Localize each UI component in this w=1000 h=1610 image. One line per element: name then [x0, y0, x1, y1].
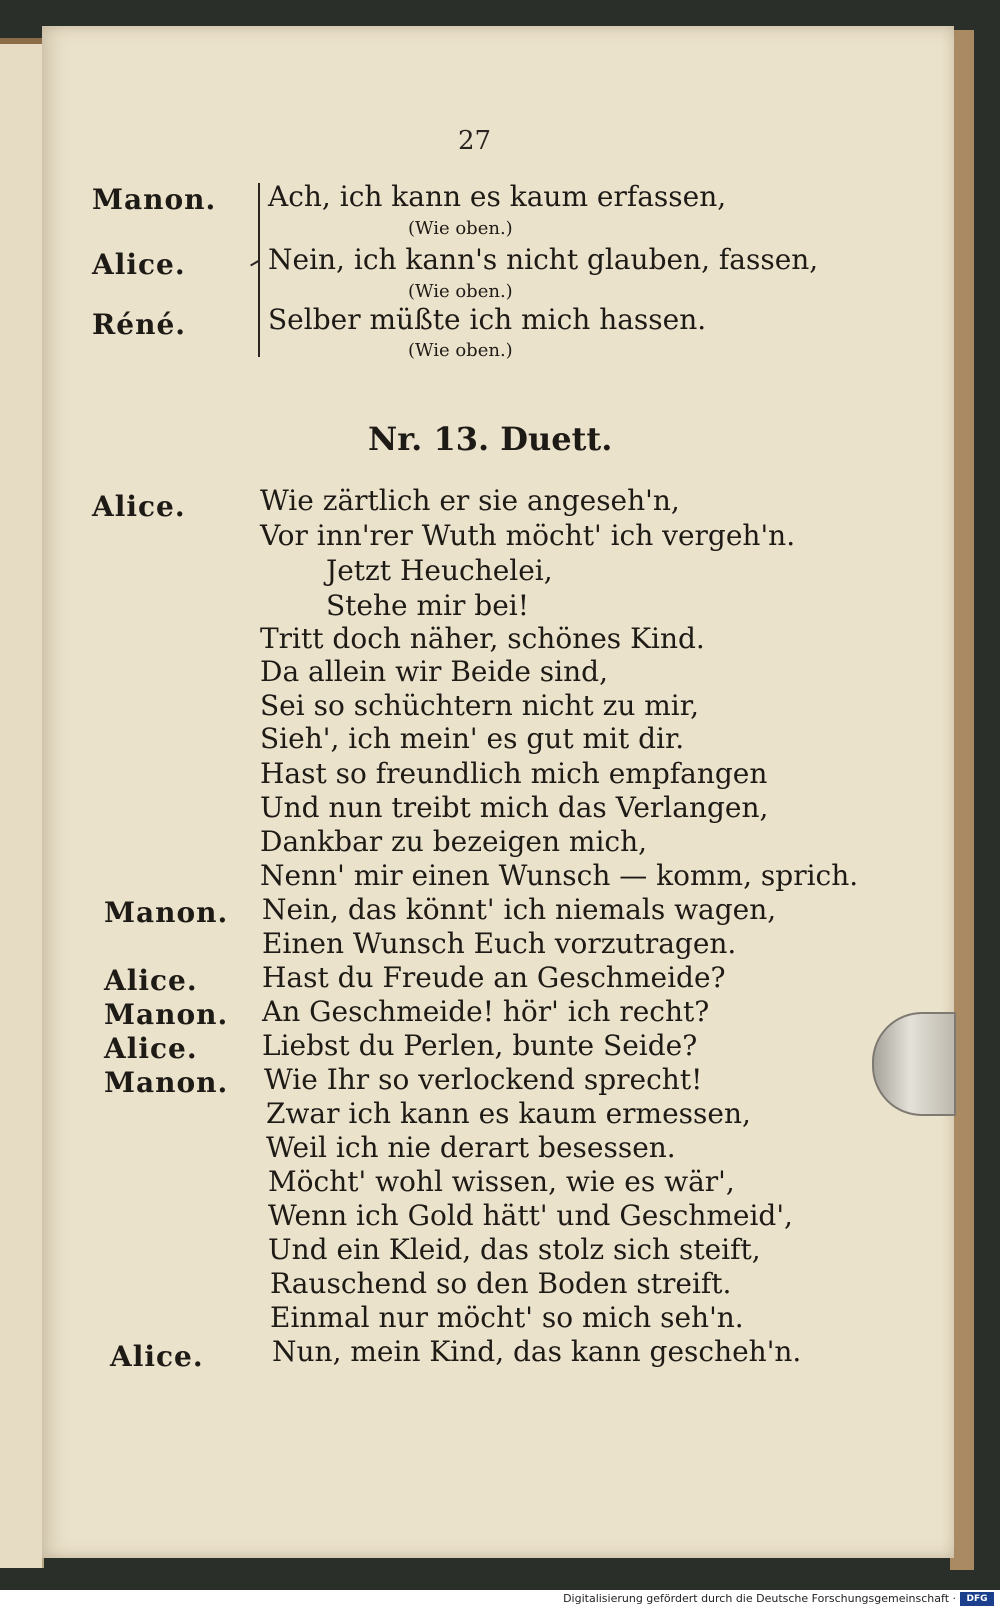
verse-line: Einmal nur möcht' so mich seh'n.: [270, 1301, 744, 1334]
verse-line: Hast so freundlich mich empfangen: [260, 757, 768, 790]
verse-line: Nenn' mir einen Wunsch — komm, sprich.: [260, 859, 859, 892]
trio-line: Nein, ich kann's nicht glauben, fassen,: [268, 243, 819, 276]
speaker-manon: Manon.: [104, 1066, 229, 1099]
trio-line: Selber müßte ich mich hassen.: [268, 303, 707, 336]
verse-line: Und nun treibt mich das Verlangen,: [260, 791, 769, 824]
verse-line: Wenn ich Gold hätt' und Geschmeid',: [268, 1199, 793, 1232]
trio-line: Ach, ich kann es kaum erfassen,: [268, 180, 727, 213]
verse-line: Einen Wunsch Euch vorzutragen.: [262, 927, 737, 960]
verse-line: Wie Ihr so verlockend sprecht!: [264, 1063, 703, 1096]
speaker-manon: Manon.: [92, 183, 217, 216]
speaker-brace: [258, 183, 268, 357]
speaker-alice: Alice.: [92, 490, 186, 523]
verse-line: Liebst du Perlen, bunte Seide?: [262, 1029, 698, 1062]
speaker-alice: Alice.: [110, 1340, 204, 1373]
verse-line: Dankbar zu bezeigen mich,: [260, 825, 648, 858]
verse-line: Wie zärtlich er sie angeseh'n,: [260, 484, 680, 517]
verse-line: Nun, mein Kind, das kann gescheh'n.: [272, 1335, 802, 1368]
stage-direction: (Wie oben.): [408, 218, 513, 239]
speaker-alice: Alice.: [104, 1032, 198, 1065]
verse-line: Möcht' wohl wissen, wie es wär',: [268, 1165, 735, 1198]
verse-line: Stehe mir bei!: [326, 589, 529, 622]
verse-line: Und ein Kleid, das stolz sich steift,: [268, 1233, 761, 1266]
verse-line: Jetzt Heuchelei,: [326, 554, 553, 587]
verse-line: Zwar ich kann es kaum ermessen,: [266, 1097, 751, 1130]
verse-line: Nein, das könnt' ich niemals wagen,: [262, 893, 777, 926]
verse-line: Sieh', ich mein' es gut mit dir.: [260, 722, 685, 755]
section-title: Nr. 13. Duett.: [368, 420, 613, 458]
verse-line: Sei so schüchtern nicht zu mir,: [260, 689, 699, 722]
verse-line: Weil ich nie derart besessen.: [266, 1131, 676, 1164]
verse-line: Rauschend so den Boden streift.: [270, 1267, 732, 1300]
speaker-manon: Manon.: [104, 896, 229, 929]
verse-line: Tritt doch näher, schönes Kind.: [260, 622, 705, 655]
verse-line: Vor inn'rer Wuth möcht' ich vergeh'n.: [260, 519, 796, 552]
verse-line: An Geschmeide! hör' ich recht?: [262, 995, 710, 1028]
verse-line: Da allein wir Beide sind,: [260, 655, 608, 688]
speaker-rene: Réné.: [92, 308, 187, 341]
verse-line: Hast du Freude an Geschmeide?: [262, 961, 726, 994]
digitization-credit: Digitalisierung gefördert durch die Deutsche Forschungsgemeinschaft ·: [563, 1592, 956, 1605]
speaker-alice: Alice.: [104, 964, 198, 997]
page-number: 27: [458, 126, 492, 156]
stage-direction: (Wie oben.): [408, 340, 513, 361]
stage-direction: (Wie oben.): [408, 281, 513, 302]
dfg-logo-icon: DFG: [960, 1592, 994, 1606]
speaker-alice: Alice.: [92, 248, 186, 281]
facing-page-edge: [0, 38, 44, 1568]
speaker-manon: Manon.: [104, 998, 229, 1031]
